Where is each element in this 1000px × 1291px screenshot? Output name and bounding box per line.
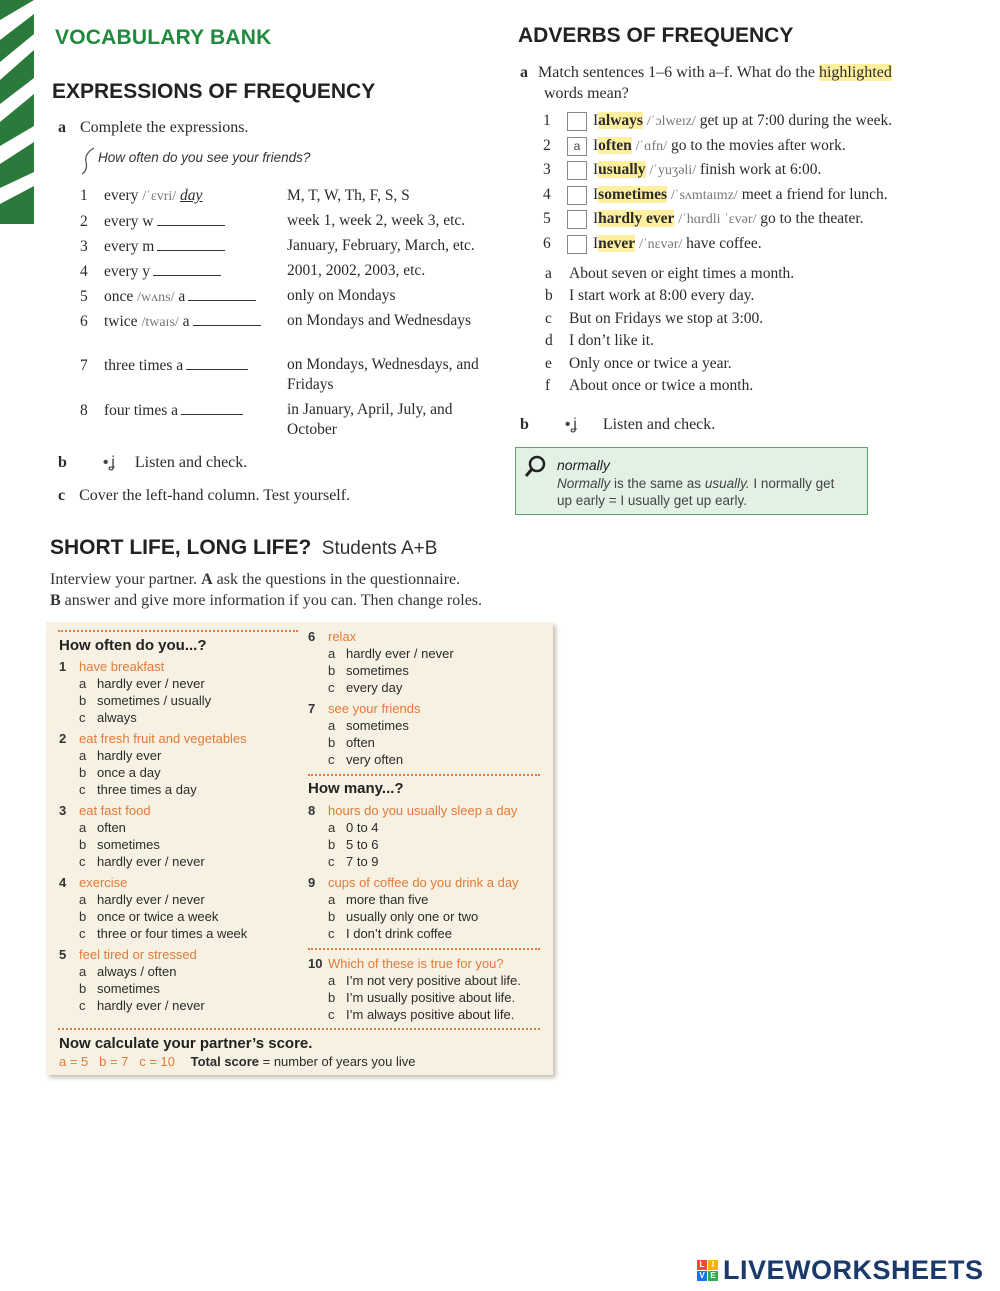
answer-box[interactable]: [567, 210, 587, 229]
question-number: 2: [59, 731, 67, 746]
part-letter: b: [58, 454, 67, 471]
option-letter: c: [328, 854, 335, 869]
question-option[interactable]: [328, 645, 454, 662]
option-text: always / often: [97, 964, 177, 979]
item-number: 4: [80, 263, 88, 280]
question-option[interactable]: [79, 764, 161, 781]
sentence-pre: I: [593, 185, 599, 203]
item-number: 2: [80, 213, 88, 230]
answer-blank[interactable]: [153, 261, 221, 276]
expression-row: [80, 236, 225, 257]
short-life-subtitle: Students A+B: [321, 538, 438, 559]
item-number: 6: [543, 235, 551, 252]
question-title: [308, 802, 517, 819]
answer-blank[interactable]: [157, 211, 225, 226]
instruction-text: Listen and check.: [134, 454, 248, 471]
question-text: relax: [328, 629, 357, 644]
expression-meaning: on Mondays and Wednesdays: [287, 312, 472, 329]
option-text: 7 to 9: [346, 854, 379, 869]
expression-lead: once: [104, 288, 134, 305]
sentence-post: have coffee.: [686, 235, 762, 252]
expression-lead: every y: [104, 263, 151, 280]
part-a-instruction: [58, 119, 248, 137]
definition-letter: e: [545, 354, 552, 372]
intro-bold: A: [201, 571, 213, 588]
question-text: have breakfast: [79, 659, 165, 674]
item-number: 8: [80, 402, 88, 419]
intro-text: answer and give more information if you can. Then change roles.: [64, 592, 483, 609]
option-letter: c: [328, 680, 335, 695]
normally-tip-box: [515, 447, 868, 515]
option-letter: a: [328, 892, 336, 907]
phonetic: /ˈɛvri/: [142, 189, 177, 204]
expression-lead: three times a: [104, 357, 184, 374]
instruction-text: Complete the expressions.: [80, 119, 249, 136]
option-letter: a: [328, 646, 336, 661]
adverb-sentence-row: [543, 110, 892, 132]
option-text: often: [97, 820, 126, 835]
expression-row: [80, 261, 221, 282]
part-letter: c: [58, 487, 66, 504]
sentence-post: finish work at 6:00.: [699, 161, 822, 179]
option-letter: c: [328, 752, 335, 767]
intro-bold: B: [50, 592, 61, 609]
highlighted-adverb: usually: [598, 161, 646, 179]
question-title: [59, 802, 151, 819]
sentence-pre: I: [593, 136, 599, 154]
adverb-sentence-row: [543, 135, 846, 157]
example-question: How often do you see your friends?: [98, 150, 311, 165]
dotted-divider: [58, 630, 298, 632]
definition-row: [545, 376, 753, 396]
option-text: hardly ever / never: [97, 892, 205, 907]
option-letter: c: [79, 782, 86, 797]
definition-letter: a: [545, 265, 552, 282]
dotted-divider: [58, 1028, 540, 1030]
question-text: feel tired or stressed: [79, 947, 197, 962]
adverb-sentence-row: [543, 208, 864, 230]
option-text: sometimes: [346, 663, 409, 678]
question-option[interactable]: [79, 925, 247, 942]
question-option[interactable]: [79, 980, 160, 997]
expression-lead: twice: [104, 313, 138, 330]
question-title: [59, 658, 164, 675]
item-number: 3: [80, 238, 88, 255]
option-letter: b: [328, 837, 336, 852]
dotted-divider: [308, 948, 540, 950]
expression-meaning: only on Mondays: [287, 287, 396, 304]
definition-letter: b: [545, 287, 553, 305]
option-text: 0 to 4: [346, 820, 379, 835]
score-values: a = 5 b = 7 c = 10: [59, 1054, 175, 1069]
logo-letter: L: [697, 1260, 707, 1270]
expression-row: [80, 186, 202, 207]
question-text: eat fast food: [79, 803, 151, 818]
expression-meaning: in January, April, July, and October: [287, 401, 453, 438]
option-text: I’m not very positive about life.: [346, 973, 521, 988]
highlighted-adverb: often: [598, 136, 632, 154]
option-letter: b: [79, 837, 87, 852]
item-number: 1: [80, 187, 88, 204]
question-option[interactable]: [328, 717, 409, 734]
question-option[interactable]: [79, 853, 205, 870]
highlighted-adverb: always: [598, 112, 643, 129]
option-letter: b: [79, 765, 87, 780]
tip-part: I normally get: [749, 476, 835, 491]
tip-em: usually.: [704, 476, 750, 491]
question-text: see your friends: [328, 701, 421, 716]
magnifier-icon: [524, 454, 548, 478]
question-option[interactable]: [328, 853, 379, 870]
expression-lead: every w: [104, 213, 154, 230]
logo-text: LIVEWORKSHEETS: [723, 1255, 984, 1285]
definition-text: But on Fridays we stop at 3:00.: [569, 309, 764, 327]
answer-box[interactable]: a: [567, 137, 587, 156]
answer-example: day: [180, 187, 203, 204]
phonetic: /ˈhɑrdli ˈɛvər/: [678, 212, 757, 228]
answer-box[interactable]: [567, 186, 587, 205]
question-text: Which of these is true for you?: [328, 956, 504, 971]
answer-blank[interactable]: [186, 355, 248, 370]
highlighted-adverb: sometimes: [598, 185, 668, 203]
sentence-post: go to the theater.: [760, 210, 864, 228]
option-text: every day: [346, 680, 403, 695]
expression-meaning: M, T, W, Th, F, S, S: [287, 187, 410, 204]
expression-row: [80, 400, 243, 421]
instruction-text: Listen and check.: [602, 416, 716, 433]
question-option[interactable]: [328, 819, 379, 836]
logo-letter: V: [697, 1271, 707, 1281]
sentence-post: go to the movies after work.: [670, 136, 846, 154]
option-letter: c: [328, 926, 335, 941]
question-option[interactable]: [79, 675, 205, 692]
how-often-heading: How often do you...?: [59, 637, 207, 654]
phonetic: /wʌns/: [137, 290, 175, 305]
adverbs-section-title: ADVERBS OF FREQUENCY: [518, 24, 794, 47]
definition-text: About once or twice a month.: [569, 377, 754, 394]
question-number: 1: [59, 659, 67, 674]
expression-lead: four times a: [104, 402, 179, 419]
option-letter: b: [79, 909, 87, 924]
question-text: exercise: [79, 875, 128, 890]
option-text: once a day: [97, 765, 161, 780]
question-number: 4: [59, 875, 67, 890]
short-life-title: SHORT LIFE, LONG LIFE?: [50, 536, 312, 559]
question-option[interactable]: [328, 891, 428, 908]
option-text: three times a day: [97, 782, 197, 797]
questionnaire-panel: [46, 622, 553, 1075]
question-number: 8: [308, 803, 316, 818]
item-number: 5: [80, 288, 88, 305]
part-b-instruction: [58, 454, 247, 472]
sentence-post: get up at 7:00 during the week.: [699, 112, 893, 129]
question-option[interactable]: [328, 972, 521, 989]
expression-meaning: 2001, 2002, 2003, etc.: [287, 262, 426, 279]
option-text: sometimes / usually: [97, 693, 212, 708]
option-letter: b: [79, 693, 87, 708]
option-letter: a: [79, 964, 87, 979]
question-title: [308, 874, 519, 891]
sentence-post: meet a friend for lunch.: [741, 185, 888, 203]
option-text: sometimes: [346, 718, 409, 733]
definition-row: [545, 309, 763, 329]
question-text: hours do you usually sleep a day: [328, 803, 518, 818]
question-option[interactable]: [79, 692, 211, 709]
question-option[interactable]: [328, 679, 402, 696]
question-option[interactable]: [328, 989, 515, 1006]
answer-box[interactable]: [567, 112, 587, 131]
option-text: hardly ever / never: [97, 998, 205, 1013]
question-title: [59, 946, 197, 963]
option-letter: b: [328, 909, 336, 924]
item-number: 3: [543, 161, 551, 179]
item-number: 4: [543, 185, 551, 203]
item-number: 7: [80, 357, 88, 374]
option-letter: c: [79, 998, 86, 1013]
option-text: hardly ever / never: [97, 854, 205, 869]
expression-row: [80, 286, 256, 308]
option-text: usually only one or two: [346, 909, 479, 924]
question-option[interactable]: [79, 891, 205, 908]
definition-letter: c: [545, 309, 552, 327]
expression-meaning: week 1, week 2, week 3, etc.: [287, 212, 466, 229]
option-letter: b: [328, 663, 336, 678]
option-letter: c: [79, 710, 86, 725]
instruction-text: Cover the left-hand column. Test yourself.: [79, 487, 351, 504]
logo-letter: E: [708, 1271, 718, 1281]
phonetic: /ˈɔlweɪz/: [646, 114, 696, 129]
bracket-icon: [80, 146, 100, 176]
option-text: always: [97, 710, 137, 725]
instruction-text: Match sentences 1–6 with a–f. What do the: [538, 64, 815, 81]
question-option[interactable]: [328, 662, 409, 679]
score-total-text: = number of years you live: [259, 1054, 416, 1069]
definition-text: I don’t like it.: [569, 332, 654, 350]
highlighted-adverb: never: [598, 235, 636, 252]
option-text: 5 to 6: [346, 837, 379, 852]
question-title: [308, 955, 504, 972]
definition-letter: d: [545, 332, 553, 350]
phonetic: /ˈyuʒəli/: [649, 163, 697, 179]
item-number: 2: [543, 136, 551, 154]
definition-row: [545, 331, 654, 351]
short-life-heading: [50, 536, 437, 560]
highlighted-adverb: hardly ever: [598, 210, 675, 228]
adverbs-part-b-instruction: [520, 416, 715, 434]
question-title: [308, 628, 356, 645]
option-letter: b: [328, 735, 336, 750]
answer-blank[interactable]: [193, 311, 261, 326]
question-number: 10: [308, 956, 323, 971]
expression-tail: a: [178, 288, 186, 305]
intro-text: ask the questions in the questionnaire.: [216, 571, 461, 588]
question-option[interactable]: [328, 908, 478, 925]
expression-meaning: January, February, March, etc.: [287, 237, 475, 254]
option-text: three or four times a week: [97, 926, 248, 941]
question-option[interactable]: [328, 1006, 514, 1023]
item-number: 1: [543, 112, 551, 129]
intro-text: Interview your partner.: [50, 571, 198, 588]
logo-grid-icon: [697, 1260, 719, 1282]
option-letter: a: [79, 892, 87, 907]
option-letter: c: [328, 1007, 335, 1022]
definition-row: [545, 286, 754, 306]
option-text: once or twice a week: [97, 909, 219, 924]
answer-box[interactable]: [567, 161, 587, 180]
question-option[interactable]: [328, 836, 379, 853]
how-many-heading: How many...?: [308, 780, 404, 797]
tip-part: up early = I usually get up early.: [557, 493, 747, 508]
sentence-pre: I: [593, 210, 599, 228]
option-letter: a: [328, 718, 336, 733]
option-letter: a: [328, 973, 336, 988]
sentence-pre: I: [593, 112, 599, 129]
sentence-pre: I: [593, 161, 599, 179]
tip-title: normally: [557, 457, 610, 473]
question-text: eat fresh fruit and vegetables: [79, 731, 247, 746]
question-number: 9: [308, 875, 316, 890]
answer-box[interactable]: [567, 235, 587, 254]
score-total-label: Total score: [190, 1054, 260, 1069]
dotted-divider: [308, 774, 540, 776]
tip-text: [557, 475, 867, 509]
definition-row: [545, 264, 794, 284]
green-stripe-decoration: [0, 0, 34, 224]
answer-blank[interactable]: [157, 236, 225, 251]
score-title: Now calculate your partner’s score.: [59, 1035, 313, 1052]
part-letter: b: [520, 416, 529, 433]
part-c-instruction: [58, 487, 350, 505]
expression-row: [80, 355, 248, 376]
expression-row: [80, 211, 225, 232]
part-letter: a: [58, 119, 66, 136]
option-text: very often: [346, 752, 404, 767]
question-number: 3: [59, 803, 67, 818]
option-letter: b: [79, 981, 87, 996]
question-title: [59, 874, 127, 891]
option-letter: c: [79, 926, 86, 941]
answer-blank[interactable]: [181, 400, 243, 415]
instruction-text: words mean?: [544, 85, 629, 102]
question-number: 6: [308, 629, 316, 644]
question-option[interactable]: [328, 734, 375, 751]
option-text: often: [346, 735, 375, 750]
definition-text: About seven or eight times a month.: [569, 265, 795, 282]
expression-lead: every m: [104, 238, 155, 255]
question-text: cups of coffee do you drink a day: [328, 875, 519, 890]
highlighted-word: highlighted: [818, 64, 892, 81]
logo-letter: I: [708, 1260, 718, 1270]
definition-text: I start work at 8:00 every day.: [569, 287, 755, 305]
phonetic: /ˈsʌmtaɪmz/: [670, 187, 738, 203]
sentence-pre: I: [593, 235, 599, 252]
option-text: sometimes: [97, 837, 160, 852]
question-option[interactable]: [328, 925, 452, 942]
expression-meaning: on Mondays, Wednesdays, and Fridays: [287, 356, 479, 393]
question-number: 7: [308, 701, 316, 716]
question-option[interactable]: [79, 836, 160, 853]
item-number: 6: [80, 313, 88, 330]
short-life-intro: [50, 569, 482, 611]
option-letter: a: [79, 748, 87, 763]
definition-letter: f: [545, 377, 551, 394]
adverb-sentence-row: [543, 184, 888, 206]
phonetic: /twaɪs/: [141, 315, 179, 330]
question-option[interactable]: [79, 709, 137, 726]
option-text: hardly ever / never: [97, 676, 205, 691]
tip-em: Normally: [557, 476, 611, 491]
option-text: I don’t drink coffee: [346, 926, 452, 941]
option-text: sometimes: [97, 981, 160, 996]
part-letter: a: [520, 64, 528, 81]
option-text: hardly ever: [97, 748, 162, 763]
option-letter: b: [328, 990, 336, 1005]
expressions-section-title: EXPRESSIONS OF FREQUENCY: [52, 80, 376, 103]
option-text: I’m usually positive about life.: [346, 990, 516, 1005]
adverbs-part-a-instruction: [520, 62, 960, 104]
phonetic: /ˈnɛvər/: [639, 237, 683, 252]
phonetic: /ˈɑfn/: [635, 138, 668, 154]
answer-blank[interactable]: [188, 286, 256, 301]
definition-row: [545, 354, 732, 374]
question-option[interactable]: [79, 908, 218, 925]
expression-row: [80, 311, 261, 333]
question-option[interactable]: [328, 751, 403, 768]
adverb-sentence-row: [543, 159, 821, 181]
question-title: [308, 700, 421, 717]
option-text: more than five: [346, 892, 429, 907]
option-letter: a: [79, 676, 87, 691]
option-letter: a: [79, 820, 87, 835]
audio-icon[interactable]: •ʝ: [564, 416, 577, 433]
expression-tail: a: [182, 313, 190, 330]
expression-lead: every: [104, 187, 139, 204]
vocabulary-bank-title: VOCABULARY BANK: [55, 26, 272, 49]
adverb-sentence-row: [543, 233, 762, 255]
question-option[interactable]: [79, 819, 126, 836]
question-number: 5: [59, 947, 67, 962]
question-option[interactable]: [79, 747, 161, 764]
question-option[interactable]: [79, 781, 197, 798]
score-line: [59, 1053, 415, 1070]
definition-text: Only once or twice a year.: [569, 354, 732, 372]
question-title: [59, 730, 247, 747]
item-number: 5: [543, 210, 551, 228]
tip-part: is the same as: [610, 476, 705, 491]
question-option[interactable]: [79, 963, 177, 980]
question-option[interactable]: [79, 997, 205, 1014]
option-text: I’m always positive about life.: [346, 1007, 515, 1022]
audio-icon[interactable]: •ʝ: [102, 454, 115, 471]
option-letter: a: [328, 820, 336, 835]
option-text: hardly ever / never: [346, 646, 454, 661]
option-letter: c: [79, 854, 86, 869]
